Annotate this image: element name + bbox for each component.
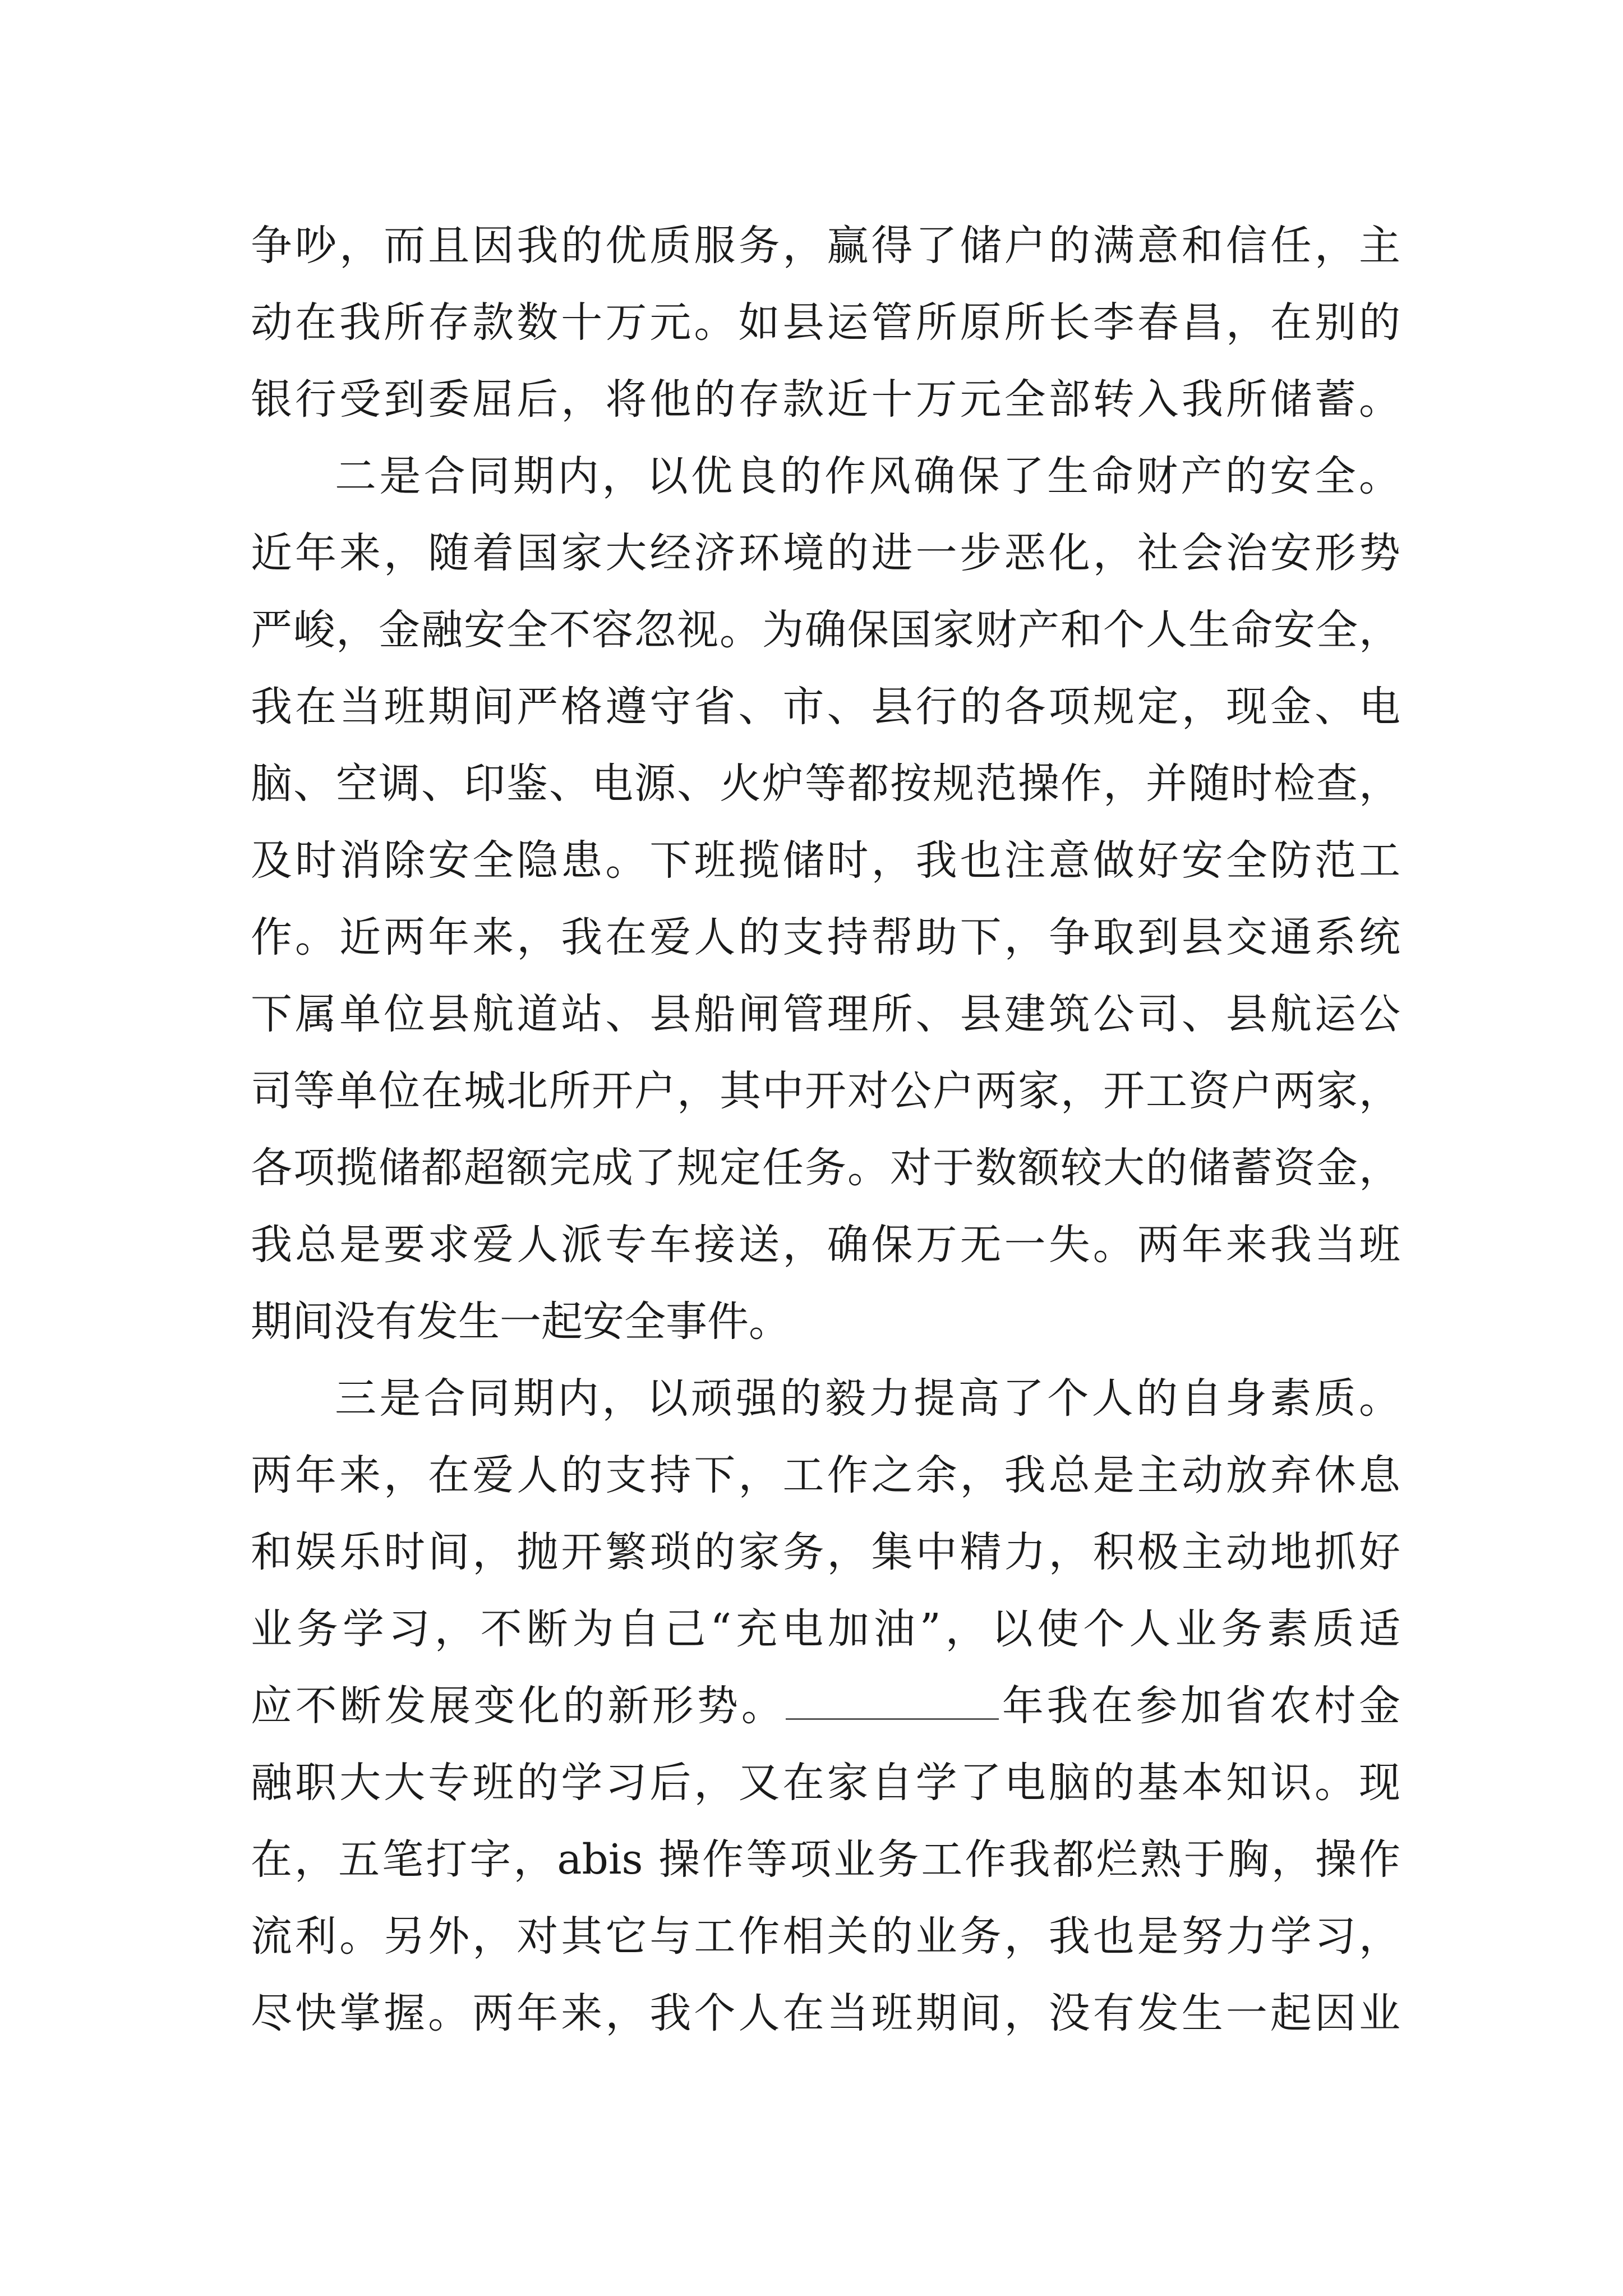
text-line: 严峻，金融安全不容忽视。为确保国家财产和个人生命安全， bbox=[251, 606, 1400, 654]
text-line: 我在当班期间严格遵守省、市、县行的各项规定，现金、电 bbox=[251, 683, 1400, 731]
text-line: 两年来，在爱人的支持下，工作之余，我总是主动放弃休息 bbox=[251, 1451, 1400, 1499]
text-line: 和娱乐时间，抛开繁琐的家务，集中精力，积极主动地抓好 bbox=[251, 1528, 1400, 1576]
text-line: 及时消除安全隐患。下班揽储时，我也注意做好安全防范工 bbox=[251, 836, 1400, 885]
text-line: 争吵，而且因我的优质服务，赢得了储户的满意和信任，主 bbox=[251, 222, 1400, 270]
text-line: 脑、空调、印鉴、电源、火炉等都按规范操作，并随时检查， bbox=[251, 760, 1400, 808]
text-line: 各项揽储都超额完成了规定任务。对于数额较大的储蓄资金， bbox=[251, 1144, 1400, 1192]
text-line: 业务学习，不断为自己“充电加油”，以使个人业务素质适 bbox=[251, 1605, 1400, 1653]
text-line: 银行受到委屈后，将他的存款近十万元全部转入我所储蓄。 bbox=[251, 375, 1400, 424]
paragraph-start-line: 二是合同期内，以优良的作风确保了生命财产的安全。 bbox=[335, 452, 1400, 500]
text-line: 融职大大专班的学习后，又在家自学了电脑的基本知识。现 bbox=[251, 1759, 1400, 1807]
text-segment: 应不断发展变化的新形势。 bbox=[251, 1682, 786, 1730]
text-line: 尽快掌握。两年来，我个人在当班期间，没有发生一起因业 bbox=[251, 1989, 1400, 2037]
text-line: 流利。另外，对其它与工作相关的业务，我也是努力学习， bbox=[251, 1912, 1400, 1961]
text-line: 期间没有发生一起安全事件。 bbox=[251, 1297, 790, 1346]
text-segment: 年我在参加省农村金 bbox=[999, 1682, 1401, 1730]
text-line: 近年来，随着国家大经济环境的进一步恶化，社会治安形势 bbox=[251, 529, 1400, 577]
paragraph-start-line: 三是合同期内，以顽强的毅力提高了个人的自身素质。 bbox=[335, 1374, 1400, 1423]
body-text bbox=[251, 208, 1400, 2052]
text-line: 我总是要求爱人派专车接送，确保万无一失。两年来我当班 bbox=[251, 1221, 1400, 1269]
text-line-with-blank bbox=[251, 1668, 1400, 1745]
text-line: 动在我所存款数十万元。如县运管所原所长李春昌，在别的 bbox=[251, 298, 1400, 347]
fill-in-blank bbox=[786, 1679, 999, 1720]
text-line: 下属单位县航道站、县船闸管理所、县建筑公司、县航运公 bbox=[251, 990, 1400, 1038]
text-line: 司等单位在城北所开户，其中开对公户两家，开工资户两家， bbox=[251, 1067, 1400, 1115]
text-line: 在，五笔打字，abis 操作等项业务工作我都烂熟于胸，操作 bbox=[251, 1835, 1400, 1884]
text-line: 作。近两年来，我在爱人的支持帮助下，争取到县交通系统 bbox=[251, 913, 1400, 961]
